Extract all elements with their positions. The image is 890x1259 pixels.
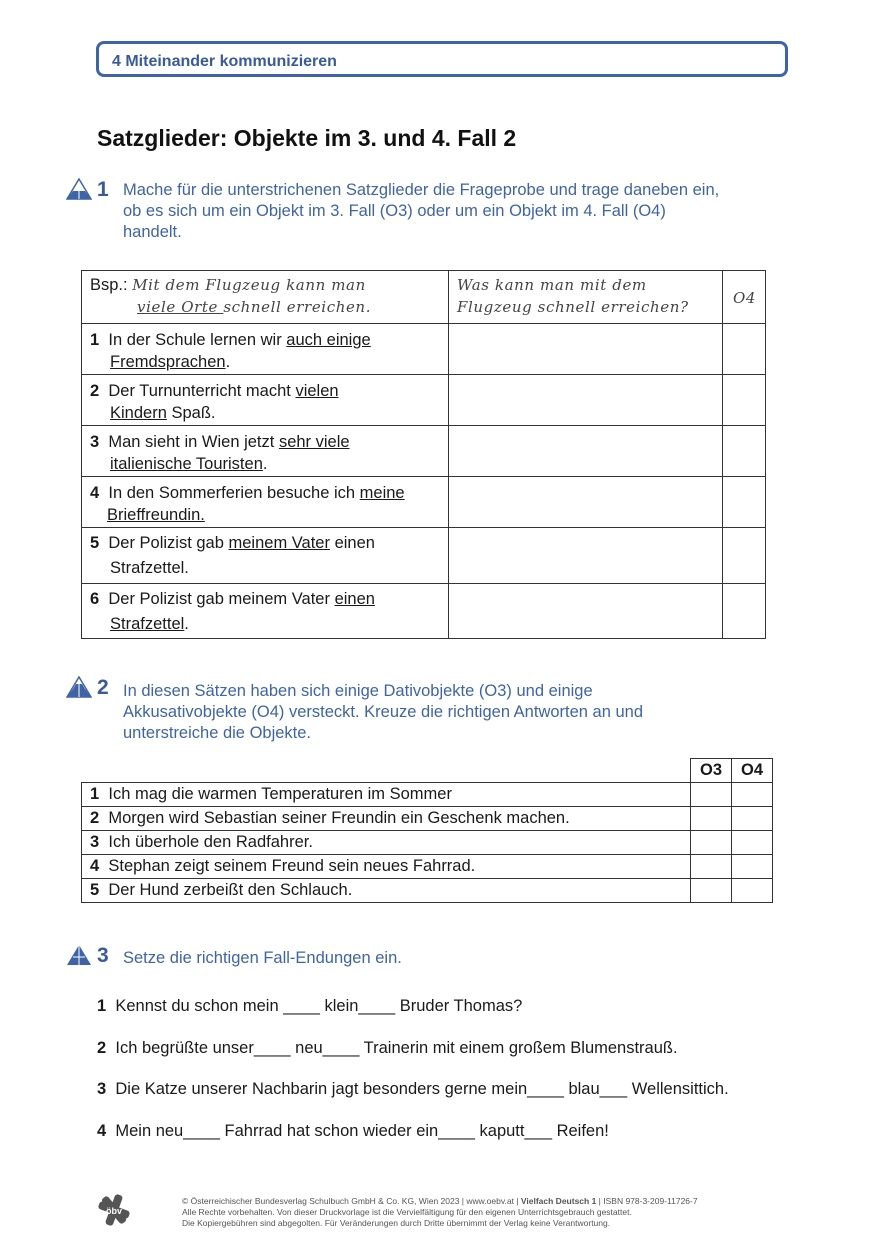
chapter-title: 4 Miteinander kommunizieren (112, 53, 337, 70)
checkbox-o3[interactable] (691, 783, 732, 807)
table-row: 1 In der Schule lernen wir auch einige Fremdsprachen. (82, 324, 766, 375)
table-row: 4 Stephan zeigt seinem Freund sein neues Fahrrad. (82, 855, 773, 879)
chapter-header (96, 41, 788, 77)
table-header-row (82, 759, 773, 783)
answer-case-field[interactable] (723, 426, 766, 477)
fill-in-item[interactable]: 2 Ich begrüßte unser____ neu____ Trainerin mit einem großem Blumenstrauß. (97, 1039, 678, 1057)
checkbox-o3[interactable] (691, 831, 732, 855)
task2-instruction: In diesen Sätzen haben sich einige Dativobjekte (O3) und einige Akkusativobjekte (O4) versteckt. Kreuze die richtigen Antworten an und unterstreiche die Objekte. (123, 682, 644, 742)
answer-question-field[interactable] (449, 324, 723, 375)
page-title: Satzglieder: Objekte im 3. und 4. Fall 2 (97, 125, 517, 151)
difficulty-pyramid-icon (66, 944, 92, 966)
task1-number: 1 (97, 178, 109, 201)
task3-number: 3 (97, 944, 109, 967)
task1-table (81, 270, 766, 639)
footer-copyright: © Österreichischer Bundesverlag Schulbuch GmbH & Co. KG, Wien 2023 | www.oebv.at | Vielfach Deutsch 1 | ISBN 978-3-209-11726-7 Alle Rechte vorbehalten. Von dieser Druckvorlage ist die Vervielfältigung für den eigenen Unterrichtsgebrauch gestattet. Die Kopiergebühren sind abgegolten. Für Veränderungen durch Dritte übernimmt der Verlag keine Verantwortung. (182, 1196, 698, 1228)
checkbox-o4[interactable] (732, 855, 773, 879)
task2-number: 2 (97, 676, 109, 699)
checkbox-o3[interactable] (691, 855, 732, 879)
table-row: 4 In den Sommerferien besuche ich meine Brieffreundin. (82, 477, 766, 528)
difficulty-pyramid-icon (66, 676, 92, 698)
publisher-logo (96, 1192, 132, 1228)
task1-instruction: Mache für die unterstrichenen Satzglieder die Frageprobe und trage daneben ein, ob es sich um ein Objekt im 3. Fall (O3) oder um ein Objekt im 4. Fall (O4) handelt. (123, 181, 720, 241)
fill-in-item[interactable]: 1 Kennst du schon mein ____ klein____ Bruder Thomas? (97, 997, 523, 1015)
example-question: Was kann man mit dem Flugzeug schnell erreichen? (449, 271, 723, 324)
answer-case-field[interactable] (723, 375, 766, 426)
checkbox-o4[interactable] (732, 831, 773, 855)
table-row: 3 Ich überhole den Radfahrer. (82, 831, 773, 855)
checkbox-o4[interactable] (732, 783, 773, 807)
answer-question-field[interactable] (449, 528, 723, 584)
column-header-o4: O4 (732, 759, 773, 783)
table-row: 3 Man sieht in Wien jetzt sehr viele italienische Touristen. (82, 426, 766, 477)
checkbox-o3[interactable] (691, 879, 732, 903)
table-row: 5 Der Hund zerbeißt den Schlauch. (82, 879, 773, 903)
fill-in-item[interactable]: 3 Die Katze unserer Nachbarin jagt besonders gerne mein____ blau___ Wellensittich. (97, 1080, 729, 1098)
answer-case-field[interactable] (723, 528, 766, 584)
table-row: 2 Der Turnunterricht macht vielen Kindern Spaß. (82, 375, 766, 426)
table-row: 6 Der Polizist gab meinem Vater einen Strafzettel. (82, 584, 766, 639)
fill-in-item[interactable]: 4 Mein neu____ Fahrrad hat schon wieder ein____ kaputt___ Reifen! (97, 1122, 609, 1140)
example-answer: O4 (723, 271, 766, 324)
answer-case-field[interactable] (723, 584, 766, 639)
checkbox-o4[interactable] (732, 879, 773, 903)
task2-table (81, 758, 773, 903)
checkbox-o4[interactable] (732, 807, 773, 831)
answer-question-field[interactable] (449, 477, 723, 528)
table-row: 1 Ich mag die warmen Temperaturen im Sommer (82, 783, 773, 807)
answer-question-field[interactable] (449, 375, 723, 426)
example-sentence-line1: Mit dem Flugzeug kann man (132, 276, 366, 294)
answer-question-field[interactable] (449, 426, 723, 477)
task3-instruction: Setze die richtigen Fall-Endungen ein. (123, 949, 402, 967)
difficulty-pyramid-icon (66, 178, 92, 200)
table-row-example: Bsp.: Mit dem Flugzeug kann man viele Orte schnell erreichen. Was kann man mit dem Flugzeug schnell erreichen? O4 (82, 271, 766, 324)
column-header-o3: O3 (691, 759, 732, 783)
svg-text:öbv: öbv (105, 1206, 123, 1216)
answer-case-field[interactable] (723, 324, 766, 375)
checkbox-o3[interactable] (691, 807, 732, 831)
answer-question-field[interactable] (449, 584, 723, 639)
table-row: 2 Morgen wird Sebastian seiner Freundin ein Geschenk machen. (82, 807, 773, 831)
table-row: 5 Der Polizist gab meinem Vater einen Strafzettel. (82, 528, 766, 584)
answer-case-field[interactable] (723, 477, 766, 528)
